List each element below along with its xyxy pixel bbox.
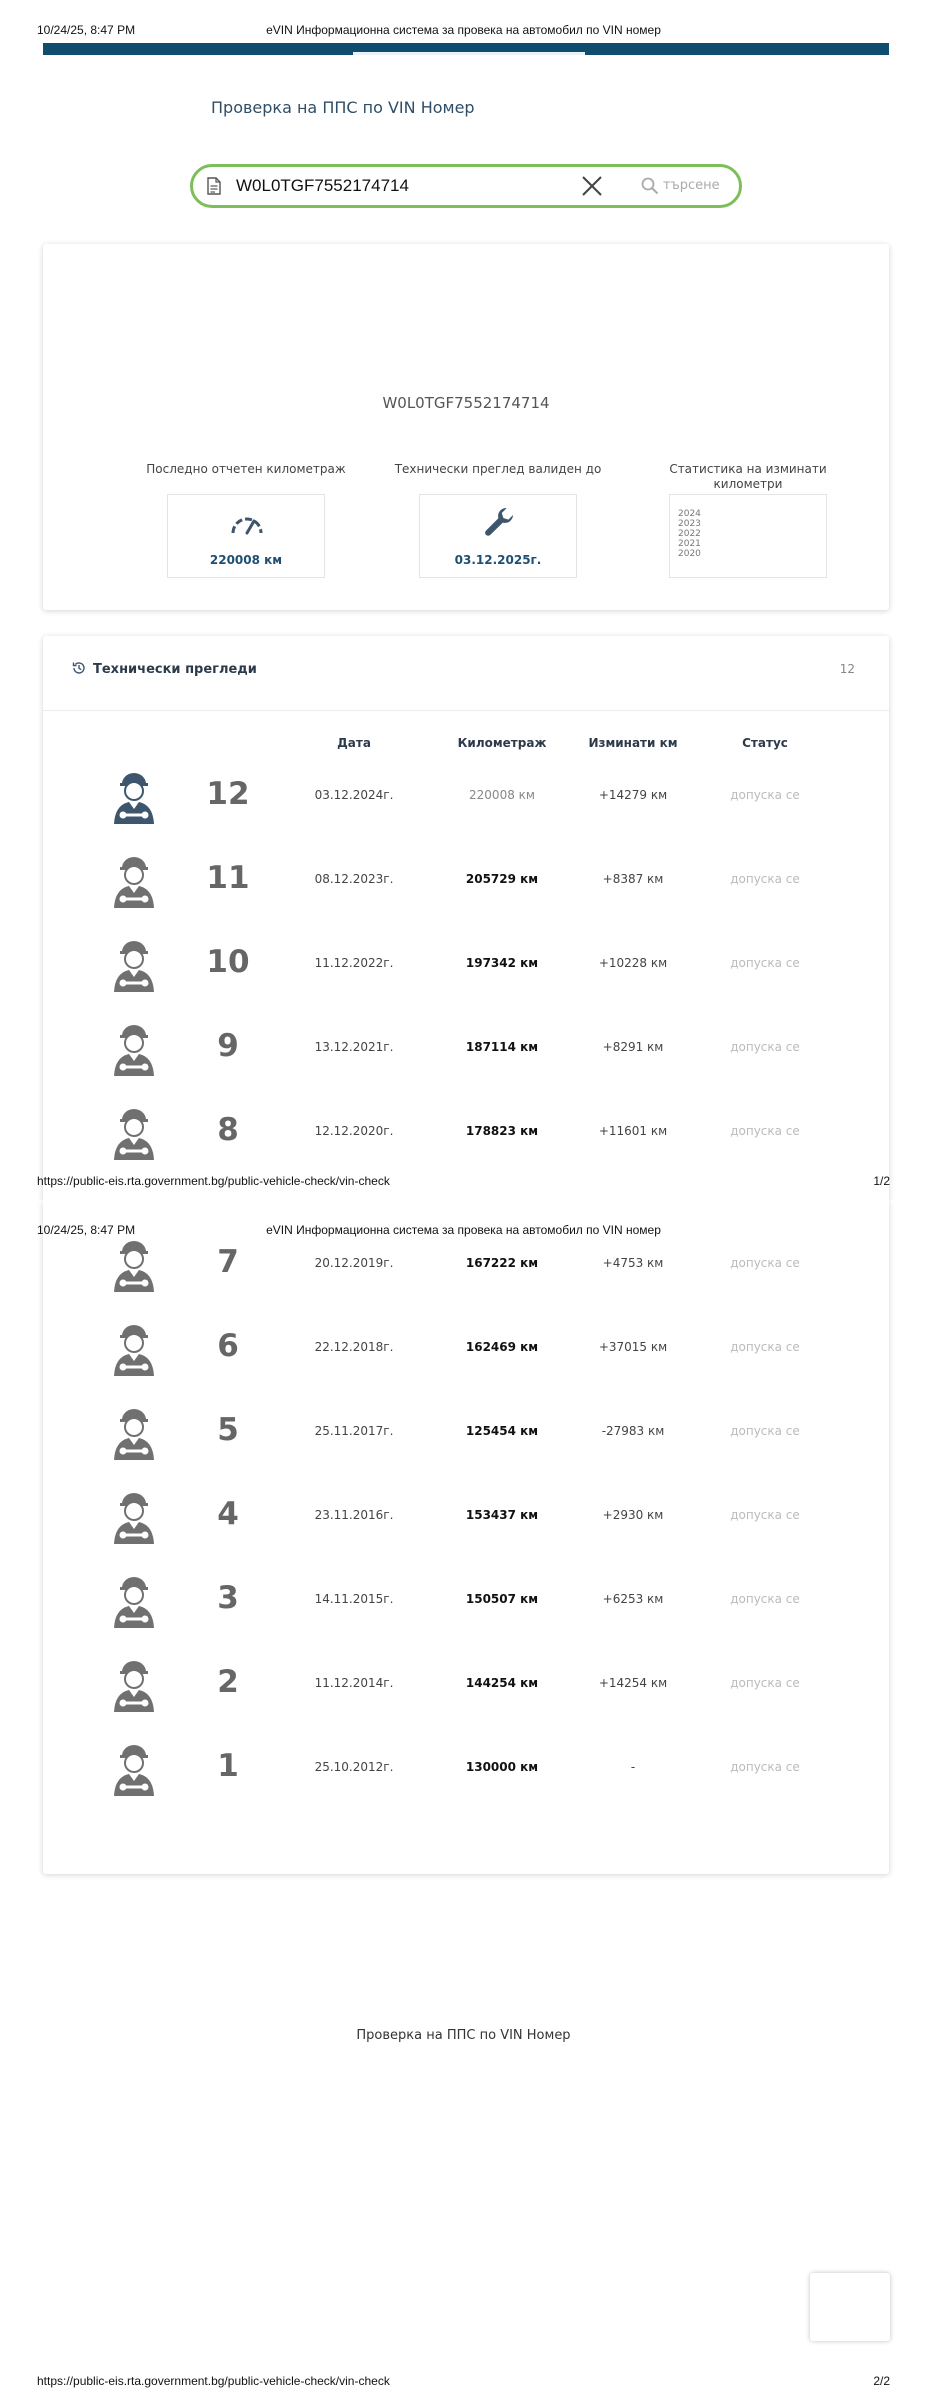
col-header-status: Статус (742, 736, 788, 750)
inspection-date: 14.11.2015г. (314, 1592, 394, 1606)
inspection-driven-km: - (630, 1760, 636, 1774)
stats-year: 2024 (678, 509, 701, 519)
inspections-card (43, 636, 889, 1200)
divider (43, 710, 889, 711)
stats-caption: Статистика на изминати километри (669, 462, 827, 491)
inspection-number: 8 (217, 1112, 239, 1148)
print-datetime: 10/24/25, 8:47 PM (37, 1223, 136, 1237)
inspection-stat (393, 462, 603, 578)
mechanic-avatar-icon (109, 768, 159, 826)
mechanic-avatar-icon (109, 1104, 159, 1162)
inspection-status: допуска се (730, 1040, 800, 1054)
mechanic-avatar-icon (109, 1236, 159, 1294)
mileage-caption: Последно отчетен километраж (146, 462, 346, 476)
mechanic-avatar-icon (109, 1572, 159, 1630)
inspection-number: 4 (217, 1496, 239, 1532)
stats-year: 2021 (678, 539, 701, 549)
inspections-title: Технически прегледи (93, 662, 257, 677)
print-url: https://public-eis.rta.government.bg/public-vehicle-check/vin-check (37, 1174, 390, 1188)
col-header-date: Дата (337, 736, 371, 750)
inspection-mileage: 197342 км (465, 956, 539, 970)
mechanic-avatar-icon (109, 936, 159, 994)
inspection-date: 11.12.2022г. (314, 956, 394, 970)
inspection-caption: Технически преглед валиден до (394, 462, 602, 476)
vin-input[interactable]: W0L0TGF7552174714 (236, 176, 409, 195)
col-header-mileage: Километраж (457, 736, 547, 750)
inspection-date: 11.12.2014г. (314, 1676, 394, 1690)
top-navbar (43, 43, 889, 55)
stats-year-list (678, 509, 701, 559)
inspection-mileage: 187114 км (465, 1040, 539, 1054)
stats-year: 2023 (678, 519, 701, 529)
inspection-date: 20.12.2019г. (314, 1256, 394, 1270)
table-row[interactable] (43, 1390, 889, 1474)
search-button[interactable]: търсене (663, 178, 720, 193)
mechanic-avatar-icon (109, 1656, 159, 1714)
inspection-status: допуска се (730, 872, 800, 886)
inspection-status: допуска се (730, 1424, 800, 1438)
inspection-status: допуска се (730, 1760, 800, 1774)
inspection-mileage: 130000 км (465, 1760, 539, 1774)
clear-icon[interactable] (579, 173, 605, 199)
stats-box[interactable] (669, 494, 827, 578)
stats-year: 2020 (678, 549, 701, 559)
inspection-status: допуска се (730, 1592, 800, 1606)
inspection-mileage: 125454 км (465, 1424, 539, 1438)
site-title[interactable]: Проверка на ППС по VIN Номер (211, 98, 475, 117)
vehicle-vin: W0L0TGF7552174714 (382, 394, 550, 412)
col-header-driven: Изминати км (588, 736, 678, 750)
inspection-driven-km: +11601 км (598, 1124, 668, 1138)
inspection-status: допуска се (730, 1124, 800, 1138)
inspection-driven-km: +6253 км (602, 1592, 664, 1606)
mechanic-avatar-icon (109, 1404, 159, 1462)
print-url: https://public-eis.rta.government.bg/public-vehicle-check/vin-check (37, 2374, 390, 2388)
inspection-number: 3 (217, 1580, 239, 1616)
mechanic-avatar-icon (109, 852, 159, 910)
table-row[interactable] (43, 1642, 889, 1726)
print-doc-title: eVIN Информационна система за провека на автомобил по VIN номер (266, 1223, 661, 1237)
search-icon[interactable] (641, 177, 659, 195)
stats-year: 2022 (678, 529, 701, 539)
stats-stat (643, 462, 853, 578)
print-datetime: 10/24/25, 8:47 PM (37, 23, 136, 37)
footer-text[interactable]: Проверка на ППС по VIN Номер (356, 2028, 571, 2043)
mileage-stat (141, 462, 351, 578)
inspection-status: допуска се (730, 956, 800, 970)
mechanic-avatar-icon (109, 1488, 159, 1546)
speedometer-icon (229, 511, 265, 537)
table-row[interactable] (43, 838, 889, 922)
inspection-number: 6 (217, 1328, 239, 1364)
inspection-driven-km: +8387 км (602, 872, 664, 886)
inspection-driven-km: +8291 км (602, 1040, 664, 1054)
print-page-2 (0, 1200, 927, 2400)
inspection-number: 9 (217, 1028, 239, 1064)
inspection-status: допуска се (730, 788, 800, 802)
table-row[interactable] (43, 1006, 889, 1090)
inspection-driven-km: +2930 км (602, 1508, 664, 1522)
mileage-box (167, 494, 325, 578)
inspection-date: 22.12.2018г. (314, 1340, 394, 1354)
inspections-count: 12 (839, 662, 855, 676)
vehicle-summary-card (43, 244, 889, 610)
inspection-value: 03.12.2025г. (454, 553, 542, 567)
inspection-driven-km: +10228 км (598, 956, 668, 970)
inspection-date: 03.12.2024г. (314, 788, 394, 802)
inspection-mileage: 220008 км (469, 788, 535, 802)
inspection-date: 25.10.2012г. (314, 1760, 394, 1774)
inspection-number: 1 (217, 1748, 239, 1784)
table-row[interactable] (43, 1726, 889, 1810)
history-icon (71, 660, 87, 676)
inspection-status: допуска се (730, 1508, 800, 1522)
inspection-date: 25.11.2017г. (314, 1424, 394, 1438)
inspection-mileage: 162469 км (465, 1340, 539, 1354)
inspection-status: допуска се (730, 1676, 800, 1690)
mileage-value: 220008 км (209, 553, 283, 567)
table-row[interactable] (43, 1306, 889, 1390)
inspection-number: 10 (206, 944, 250, 980)
table-row[interactable] (43, 1090, 889, 1174)
inspections-header[interactable] (71, 660, 257, 677)
inspection-number: 11 (206, 860, 250, 896)
inspection-number: 5 (217, 1412, 239, 1448)
inspection-date: 12.12.2020г. (314, 1124, 394, 1138)
inspection-number: 12 (206, 776, 250, 812)
inspection-driven-km: -27983 км (601, 1424, 665, 1438)
document-icon (207, 177, 221, 195)
mechanic-avatar-icon (109, 1320, 159, 1378)
table-row[interactable] (43, 754, 889, 838)
inspection-mileage: 205729 км (465, 872, 539, 886)
print-page-number: 2/2 (873, 2374, 890, 2388)
inspection-mileage: 153437 км (465, 1508, 539, 1522)
navbar-highlight (353, 52, 585, 55)
print-doc-title: eVIN Информационна система за провека на автомобил по VIN номер (266, 23, 661, 37)
wrench-icon (482, 505, 516, 539)
inspection-driven-km: +14279 км (598, 788, 668, 802)
table-row[interactable] (43, 1558, 889, 1642)
inspection-driven-km: +37015 км (598, 1340, 668, 1354)
mechanic-avatar-icon (109, 1740, 159, 1798)
inspection-mileage: 150507 км (465, 1592, 539, 1606)
table-row[interactable] (43, 922, 889, 1006)
inspection-mileage: 178823 км (465, 1124, 539, 1138)
inspection-date: 23.11.2016г. (314, 1508, 394, 1522)
mechanic-avatar-icon (109, 1020, 159, 1078)
print-page-number: 1/2 (873, 1174, 890, 1188)
inspections-card-continued (43, 1200, 889, 1874)
inspection-date: 08.12.2023г. (314, 872, 394, 886)
inspection-mileage: 144254 км (465, 1676, 539, 1690)
inspection-box (419, 494, 577, 578)
inspection-driven-km: +4753 км (602, 1256, 664, 1270)
inspection-mileage: 167222 км (465, 1256, 539, 1270)
table-row[interactable] (43, 1474, 889, 1558)
inspection-date: 13.12.2021г. (314, 1040, 394, 1054)
recaptcha-badge[interactable] (810, 2273, 890, 2341)
inspection-status: допуска се (730, 1256, 800, 1270)
inspection-status: допуска се (730, 1340, 800, 1354)
inspection-number: 2 (217, 1664, 239, 1700)
inspection-number: 7 (217, 1244, 239, 1280)
inspection-driven-km: +14254 км (598, 1676, 668, 1690)
vin-search-bar (190, 164, 742, 208)
